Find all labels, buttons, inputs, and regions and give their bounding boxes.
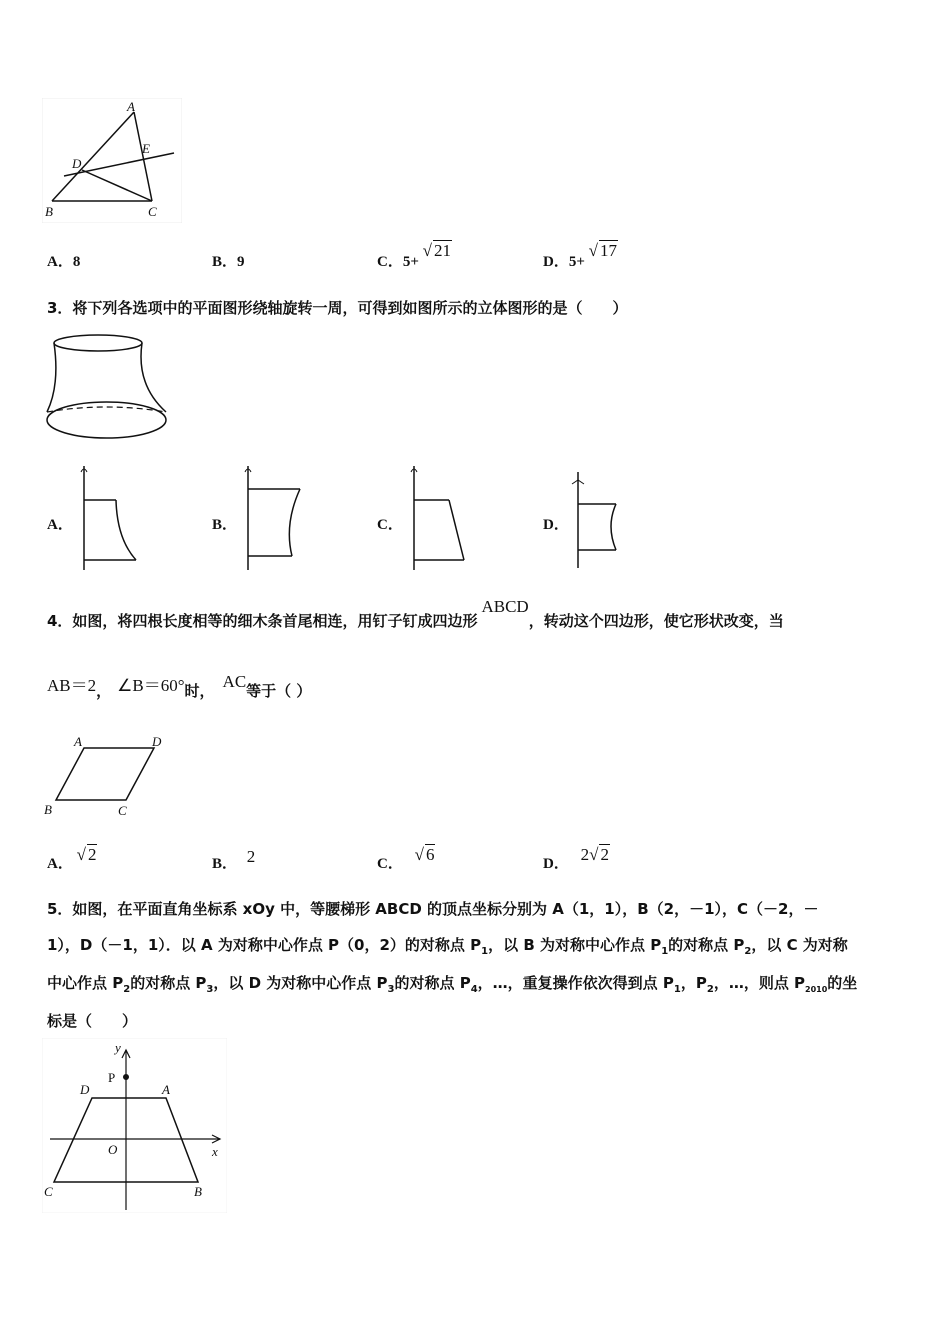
label-b: B bbox=[194, 1184, 202, 1199]
label-x: x bbox=[212, 1144, 218, 1159]
label-a: A bbox=[162, 1082, 170, 1097]
q5-line-2: 1），D（－1，1）．以 A 为对称中心作点 P（0，2）的对称点 $P_1$，以 B 为对称中心作点 $P_1$的对称点 $P_2$，以 C 为对称 bbox=[47, 936, 848, 957]
q5-line-3: 中心作点 $P_2$的对称点 $P_3$，以 D 为对称中心作点 $P_3$的对称点 $P_4$，…，重复操作依次得到点 $P_1$，$P_2$，…，则点 $P_{2010}$的坐 bbox=[47, 974, 858, 995]
q3-option-a[interactable]: A． bbox=[47, 517, 73, 533]
q4-abcd: ABCD bbox=[481, 597, 529, 616]
q5-coordinate-figure bbox=[42, 1038, 227, 1213]
q4-condition: AB＝2， ∠B＝60°时， AC等于（ ） bbox=[47, 672, 312, 700]
label-e: E bbox=[142, 141, 150, 156]
label-y: y bbox=[115, 1040, 121, 1055]
q4-option-c[interactable]: C． √ 6 bbox=[377, 845, 435, 872]
sqrt-21: √ 21 bbox=[422, 241, 451, 260]
q3-option-b[interactable]: B． bbox=[212, 517, 238, 533]
q4-rhombus-figure bbox=[42, 734, 172, 819]
q4-angle-b: ∠B＝60° bbox=[117, 676, 185, 695]
point-p bbox=[123, 1074, 129, 1080]
q3-option-b-figure[interactable] bbox=[236, 464, 306, 574]
q3-option-a-figure[interactable] bbox=[72, 464, 142, 574]
q3-option-c-figure[interactable] bbox=[402, 464, 472, 574]
label-c: C bbox=[44, 1184, 53, 1199]
label-b: B bbox=[44, 802, 52, 817]
q5-line-1: 5．如图，在平面直角坐标系 xOy 中，等腰梯形 ABCD 的顶点坐标分别为 A（1，1），B（2，－1），C（－2，－ bbox=[47, 900, 819, 918]
q2-option-a[interactable]: A．8 bbox=[47, 254, 81, 270]
sqrt-17: √ 17 bbox=[588, 241, 617, 260]
label-b: B bbox=[45, 204, 53, 219]
q3-solid-figure bbox=[42, 330, 170, 445]
q4-ac: AC bbox=[222, 672, 247, 691]
q4-option-d[interactable]: D． 2√ 2 bbox=[543, 845, 609, 872]
label-p: P bbox=[108, 1070, 116, 1085]
sqrt-2: √ 2 bbox=[76, 845, 97, 864]
label-o: O bbox=[108, 1142, 118, 1157]
q2-triangle-figure bbox=[42, 98, 182, 223]
label-c: C bbox=[148, 204, 157, 219]
sqrt-6: √ 6 bbox=[414, 845, 435, 864]
q2-option-d[interactable]: D．5+ √ 17 bbox=[543, 241, 617, 270]
q4-stem: 4．如图，将四根长度相等的细木条首尾相连，用钉子钉成四边形ABCD，转动这个四边形，使它形状改变，当 bbox=[47, 597, 784, 630]
q3-option-d-figure[interactable] bbox=[568, 470, 628, 570]
q4-option-a[interactable]: A． √ 2 bbox=[47, 845, 97, 872]
label-a: A bbox=[127, 99, 135, 114]
label-d: D bbox=[80, 1082, 90, 1097]
q2-option-c[interactable]: C．5+ √ 21 bbox=[377, 241, 451, 270]
q5-line-4: 标是（ ） bbox=[47, 1012, 138, 1030]
label-a: A bbox=[74, 734, 82, 749]
q4-option-b[interactable]: B． 2 bbox=[212, 847, 256, 872]
q4-ab-value: AB＝2 bbox=[47, 676, 97, 695]
q3-option-d[interactable]: D． bbox=[543, 517, 569, 533]
q3-stem: 3．将下列各选项中的平面图形绕轴旋转一周，可得到如图所示的立体图形的是（ ） bbox=[47, 299, 628, 317]
q2-option-b[interactable]: B．9 bbox=[212, 254, 245, 270]
label-d: D bbox=[152, 734, 162, 749]
label-d: D bbox=[72, 156, 82, 171]
q3-option-c[interactable]: C． bbox=[377, 517, 403, 533]
sqrt-2-coef: √ 2 bbox=[589, 845, 609, 864]
label-c: C bbox=[118, 803, 127, 818]
